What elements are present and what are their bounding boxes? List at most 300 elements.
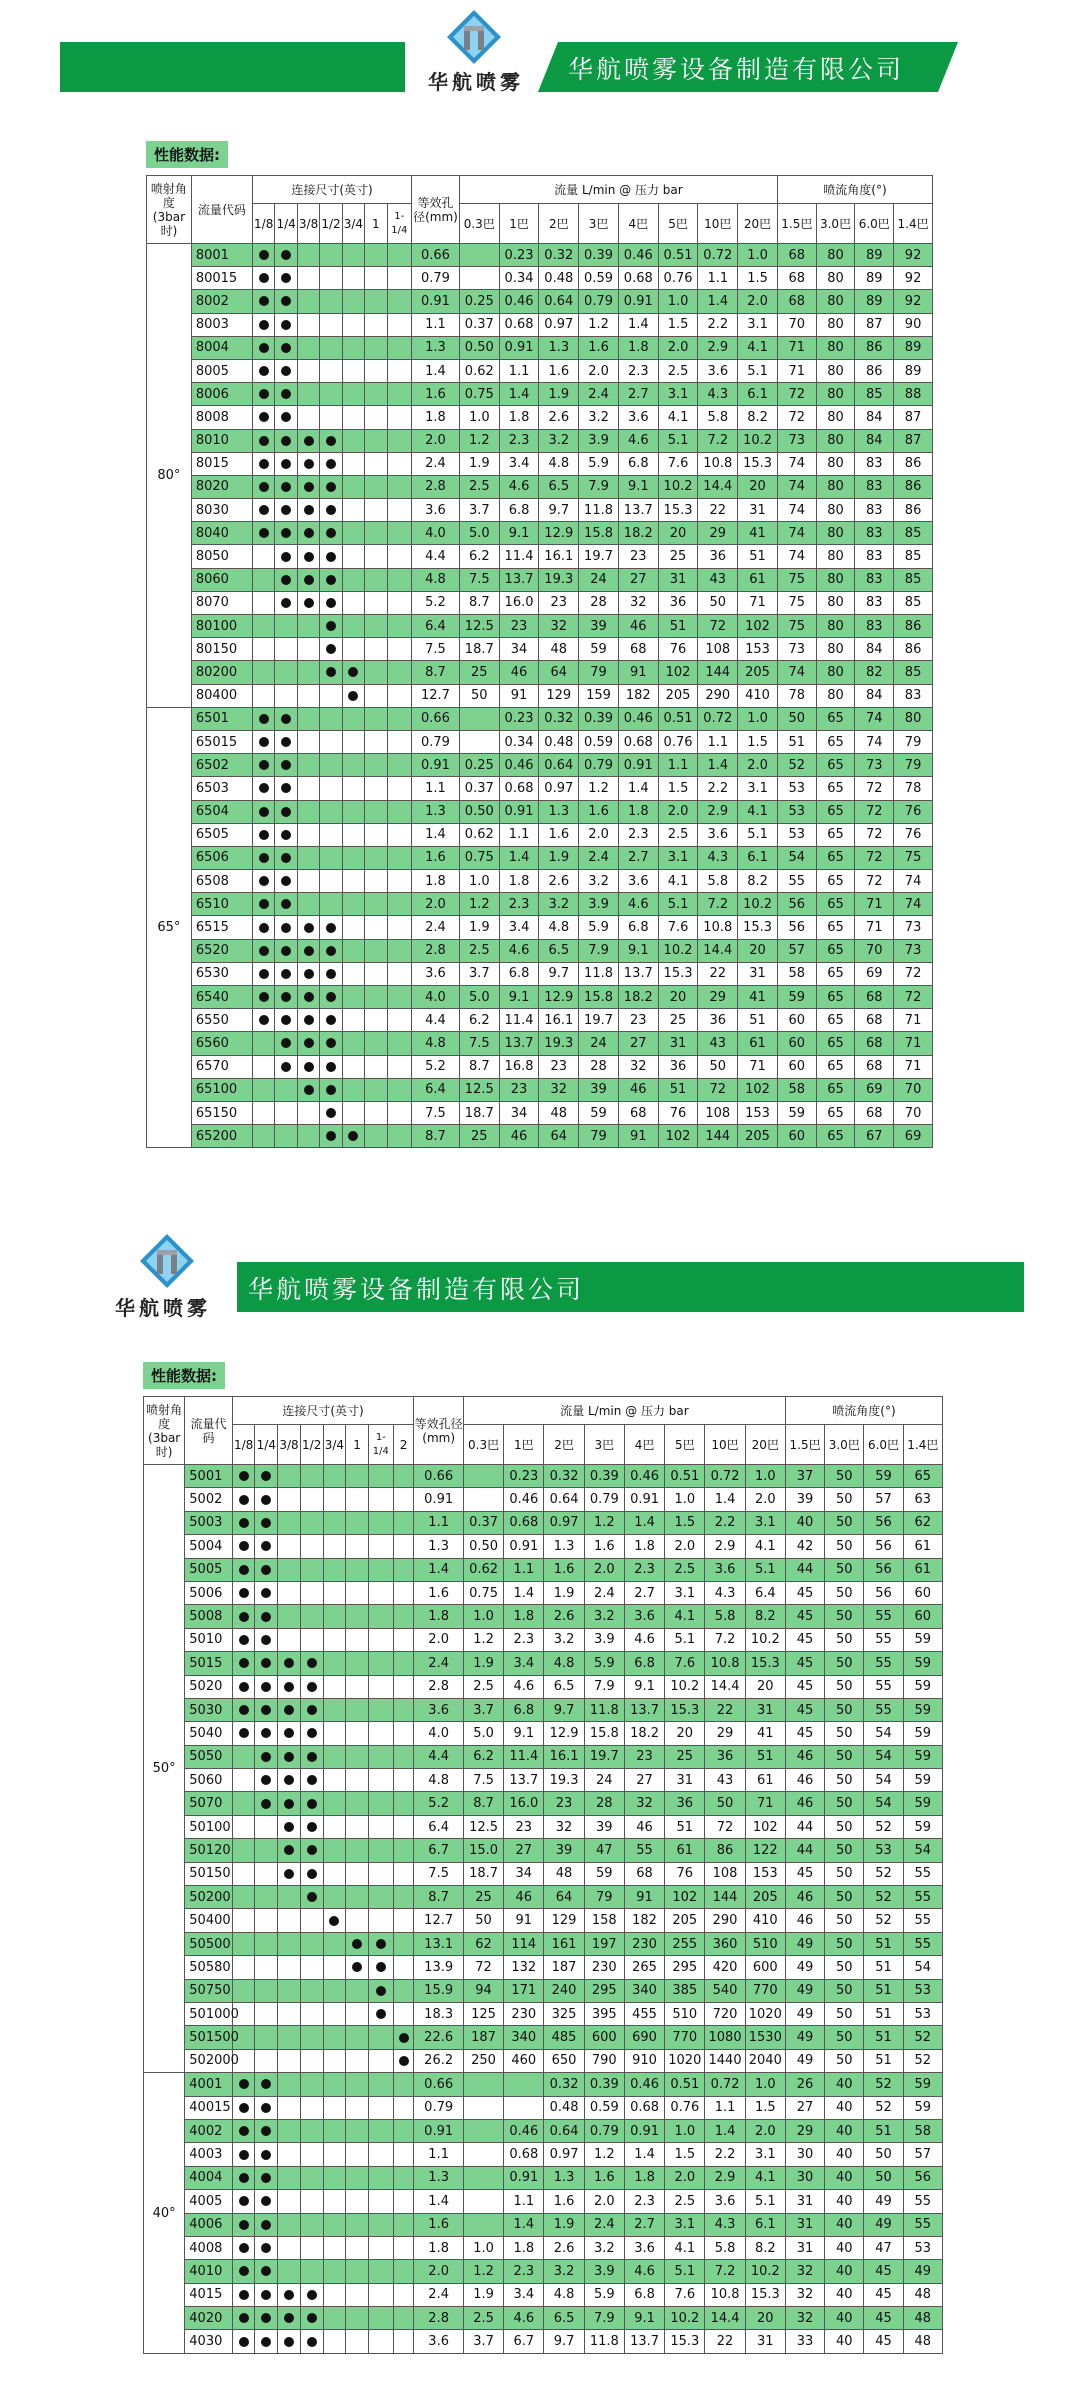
flow-cell: 4.6 — [624, 1628, 664, 1651]
flow-cell: 7.2 — [705, 2260, 745, 2283]
connection-cell — [255, 1815, 278, 1838]
available-dot-icon — [281, 1062, 291, 1072]
flow-cell: 3.6 — [698, 359, 738, 382]
flow-cell: 5.8 — [698, 406, 738, 429]
connection-cell — [387, 1101, 411, 1124]
flow-code-cell: 50100 — [185, 1815, 232, 1838]
spray-angle-cell: 83 — [855, 475, 894, 498]
flow-cell: 18.2 — [618, 986, 658, 1009]
flow-cell: 290 — [705, 1909, 745, 1932]
flow-cell: 25 — [665, 1745, 705, 1768]
spray-angle-cell: 92 — [894, 267, 933, 290]
spray-angle-cell: 54 — [864, 1745, 903, 1768]
flow-code-cell: 6502 — [191, 754, 252, 777]
connection-cell — [387, 1125, 411, 1148]
angle-group-label: 50° — [144, 1465, 185, 2073]
flow-cell: 5.1 — [665, 1628, 705, 1651]
flow-cell: 108 — [698, 638, 738, 661]
header-conn-size: 1-1/4 — [368, 1425, 393, 1465]
connection-cell — [255, 2026, 278, 2049]
flow-cell: 2.6 — [539, 406, 579, 429]
connection-cell — [300, 2260, 323, 2283]
flow-cell: 2.2 — [698, 777, 738, 800]
flow-cell: 205 — [665, 1909, 705, 1932]
available-dot-icon — [261, 2150, 271, 2160]
spray-angle-cell: 68 — [777, 290, 816, 313]
connection-cell — [320, 452, 342, 475]
flow-cell: 0.97 — [544, 2143, 584, 2166]
connection-cell — [346, 2190, 369, 2213]
table-row — [147, 568, 933, 591]
flow-cell: 7.5 — [463, 1769, 503, 1792]
connection-cell — [278, 1628, 301, 1651]
flow-cell: 0.51 — [658, 244, 698, 267]
flow-cell: 22 — [705, 2330, 745, 2353]
orifice-cell: 18.3 — [414, 2002, 464, 2025]
connection-cell — [323, 2073, 346, 2096]
flow-code-cell: 6570 — [191, 1055, 252, 1078]
spray-angle-cell: 60 — [903, 1581, 942, 1604]
connection-cell — [346, 1745, 369, 1768]
flow-cell: 2.4 — [584, 2213, 624, 2236]
flow-cell: 1.8 — [499, 406, 539, 429]
connection-cell — [278, 1652, 301, 1675]
connection-cell — [365, 754, 387, 777]
available-dot-icon — [259, 482, 269, 492]
flow-cell: 68 — [624, 1862, 664, 1885]
flow-cell: 3.2 — [584, 1605, 624, 1628]
connection-cell — [300, 2073, 323, 2096]
flow-cell: 2.3 — [618, 359, 658, 382]
flow-cell: 8.2 — [745, 2236, 785, 2259]
spray-angle-cell: 50 — [825, 1839, 864, 1862]
orifice-cell: 2.0 — [414, 1628, 464, 1651]
available-dot-icon — [326, 1038, 336, 1048]
flow-cell: 0.76 — [658, 267, 698, 290]
connection-cell — [342, 638, 364, 661]
flow-cell: 2.3 — [618, 823, 658, 846]
connection-cell — [253, 522, 275, 545]
flow-cell: 14.4 — [698, 939, 738, 962]
available-dot-icon — [261, 1565, 271, 1575]
available-dot-icon — [239, 2126, 249, 2136]
available-dot-icon — [284, 1658, 294, 1668]
spray-angle-cell: 70 — [894, 1078, 933, 1101]
connection-cell — [300, 1652, 323, 1675]
spray-angle-cell: 80 — [816, 267, 855, 290]
flow-cell: 4.1 — [665, 1605, 705, 1628]
flow-code-cell: 80015 — [191, 267, 252, 290]
available-dot-icon — [304, 505, 314, 515]
spray-angle-cell: 53 — [777, 777, 816, 800]
available-dot-icon — [239, 2290, 249, 2300]
connection-cell — [278, 1535, 301, 1558]
spray-angle-cell: 51 — [864, 2026, 903, 2049]
header-spray-angle: 喷射角度(3bar时) — [144, 1397, 185, 1465]
available-dot-icon — [304, 969, 314, 979]
spray-angle-cell: 29 — [785, 2119, 824, 2142]
flow-cell: 114 — [504, 1932, 544, 1955]
table-row — [144, 2283, 943, 2306]
spray-angle-cell: 46 — [785, 1769, 824, 1792]
available-dot-icon — [281, 946, 291, 956]
header-connection-size: 连接尺寸(英寸) — [253, 176, 412, 204]
flow-code-cell: 6515 — [191, 916, 252, 939]
spray-angle-cell: 59 — [903, 1652, 942, 1675]
flow-cell: 0.39 — [579, 707, 619, 730]
flow-cell: 8.7 — [459, 591, 499, 614]
connection-cell — [365, 916, 387, 939]
spray-angle-cell: 51 — [864, 2049, 903, 2072]
flow-code-cell: 8002 — [191, 290, 252, 313]
connection-cell — [365, 1078, 387, 1101]
flow-code-cell: 5003 — [185, 1511, 232, 1534]
flow-cell: 205 — [745, 1886, 785, 1909]
table-row — [147, 800, 933, 823]
table-row — [147, 638, 933, 661]
available-dot-icon — [326, 969, 336, 979]
flow-cell: 460 — [504, 2049, 544, 2072]
available-dot-icon — [281, 459, 291, 469]
connection-cell — [387, 684, 411, 707]
flow-cell: 11.4 — [499, 1009, 539, 1032]
flow-cell: 13.7 — [624, 2330, 664, 2353]
flow-cell: 0.75 — [459, 383, 499, 406]
flow-cell: 10.8 — [705, 1652, 745, 1675]
spray-angle-cell: 83 — [855, 615, 894, 638]
connection-cell — [323, 2260, 346, 2283]
spray-angle-cell: 80 — [816, 359, 855, 382]
flow-cell: 1.9 — [459, 916, 499, 939]
flow-cell: 3.1 — [738, 313, 778, 336]
flow-cell: 46 — [499, 1125, 539, 1148]
connection-cell — [297, 244, 319, 267]
available-dot-icon — [281, 250, 291, 260]
connection-cell — [393, 2002, 414, 2025]
header-pressure: 2巴 — [539, 204, 579, 244]
connection-cell — [387, 591, 411, 614]
flow-cell: 11.8 — [579, 499, 619, 522]
flow-cell: 690 — [624, 2026, 664, 2049]
flow-cell: 51 — [738, 545, 778, 568]
connection-cell — [365, 1125, 387, 1148]
connection-cell — [253, 615, 275, 638]
spray-angle-cell: 50 — [825, 1886, 864, 1909]
flow-cell: 41 — [738, 986, 778, 1009]
connection-cell — [275, 244, 297, 267]
flow-cell: 4.8 — [544, 2283, 584, 2306]
flow-cell: 0.39 — [579, 244, 619, 267]
available-dot-icon — [304, 1085, 314, 1095]
connection-cell — [320, 545, 342, 568]
spray-angle-cell: 80 — [816, 499, 855, 522]
flow-cell: 0.76 — [665, 2096, 705, 2119]
connection-cell — [393, 1652, 414, 1675]
spray-angle-cell: 89 — [855, 290, 894, 313]
flow-cell: 19.7 — [579, 545, 619, 568]
flow-cell: 3.1 — [745, 1511, 785, 1534]
spray-angle-cell: 85 — [855, 383, 894, 406]
available-dot-icon — [304, 992, 314, 1002]
orifice-cell: 0.79 — [414, 2096, 464, 2119]
spray-angle-cell: 76 — [894, 800, 933, 823]
flow-code-cell: 5004 — [185, 1535, 232, 1558]
flow-cell: 7.6 — [658, 916, 698, 939]
spray-angle-cell: 53 — [777, 800, 816, 823]
connection-cell — [387, 475, 411, 498]
flow-cell — [463, 2119, 503, 2142]
connection-cell — [393, 2073, 414, 2096]
spray-angle-cell: 59 — [903, 2073, 942, 2096]
connection-cell — [365, 1055, 387, 1078]
connection-cell — [320, 1101, 342, 1124]
flow-cell: 4.8 — [539, 916, 579, 939]
flow-cell: 153 — [738, 638, 778, 661]
spray-angle-cell: 40 — [825, 2143, 864, 2166]
flow-cell: 20 — [745, 1675, 785, 1698]
available-dot-icon — [307, 1869, 317, 1879]
flow-cell: 48 — [544, 1862, 584, 1885]
connection-cell — [297, 939, 319, 962]
flow-cell: 36 — [705, 1745, 745, 1768]
flow-cell: 395 — [584, 2002, 624, 2025]
spray-angle-cell: 59 — [903, 1792, 942, 1815]
available-dot-icon — [281, 714, 291, 724]
table-row — [144, 1675, 943, 1698]
flow-cell: 1.2 — [459, 429, 499, 452]
table-row — [147, 336, 933, 359]
connection-cell — [278, 2213, 301, 2236]
flow-cell: 15.3 — [745, 1652, 785, 1675]
available-dot-icon — [281, 343, 291, 353]
spray-angle-cell: 31 — [785, 2236, 824, 2259]
flow-cell: 230 — [624, 1932, 664, 1955]
flow-cell: 61 — [738, 568, 778, 591]
flow-cell: 0.72 — [698, 707, 738, 730]
flow-cell — [459, 267, 499, 290]
flow-cell: 650 — [544, 2049, 584, 2072]
connection-cell — [368, 1886, 393, 1909]
connection-cell — [368, 1979, 393, 2002]
flow-cell: 50 — [698, 1055, 738, 1078]
connection-cell — [387, 290, 411, 313]
connection-cell — [368, 2307, 393, 2330]
connection-cell — [275, 429, 297, 452]
flow-cell: 197 — [584, 1932, 624, 1955]
header-pressure: 1巴 — [499, 204, 539, 244]
flow-cell: 6.2 — [463, 1745, 503, 1768]
table-row — [147, 1032, 933, 1055]
table-row — [147, 475, 933, 498]
available-dot-icon — [261, 1728, 271, 1738]
available-dot-icon — [284, 2337, 294, 2347]
table-row — [147, 846, 933, 869]
flow-code-cell: 40015 — [185, 2096, 232, 2119]
flow-cell: 28 — [584, 1792, 624, 1815]
available-dot-icon — [284, 1845, 294, 1855]
flow-code-cell: 6504 — [191, 800, 252, 823]
connection-cell — [365, 684, 387, 707]
flow-code-cell: 6505 — [191, 823, 252, 846]
flow-cell: 2.0 — [665, 1535, 705, 1558]
connection-cell — [393, 2166, 414, 2189]
spray-angle-cell: 69 — [855, 1078, 894, 1101]
connection-cell — [297, 1101, 319, 1124]
connection-cell — [323, 1698, 346, 1721]
header-spray-angle-deg: 喷流角度(°) — [777, 176, 932, 204]
flow-cell: 0.62 — [459, 359, 499, 382]
available-dot-icon — [281, 598, 291, 608]
flow-cell: 4.3 — [698, 846, 738, 869]
flow-cell: 1.2 — [463, 2260, 503, 2283]
flow-cell: 59 — [584, 1862, 624, 1885]
table-row — [147, 986, 933, 1009]
flow-cell: 2.2 — [698, 313, 738, 336]
connection-cell — [387, 429, 411, 452]
flow-cell: 1.6 — [544, 1558, 584, 1581]
spray-angle-cell: 50 — [825, 1652, 864, 1675]
flow-cell: 9.1 — [499, 986, 539, 1009]
connection-cell — [346, 2049, 369, 2072]
flow-cell: 2.7 — [624, 1581, 664, 1604]
connection-cell — [255, 2096, 278, 2119]
flow-cell: 29 — [705, 1722, 745, 1745]
connection-cell — [297, 1078, 319, 1101]
flow-cell: 6.8 — [624, 2283, 664, 2306]
connection-cell — [387, 986, 411, 1009]
orifice-cell: 1.1 — [414, 2143, 464, 2166]
orifice-cell: 3.6 — [414, 2330, 464, 2353]
connection-cell — [300, 2166, 323, 2189]
connection-cell — [365, 1101, 387, 1124]
connection-cell — [387, 661, 411, 684]
connection-cell — [346, 2236, 369, 2259]
flow-cell: 0.32 — [539, 707, 579, 730]
available-dot-icon — [307, 1799, 317, 1809]
orifice-cell: 1.1 — [412, 777, 460, 800]
connection-cell — [323, 2026, 346, 2049]
connection-cell — [393, 1979, 414, 2002]
connection-cell — [300, 1698, 323, 1721]
flow-cell: 76 — [665, 1862, 705, 1885]
connection-cell — [278, 2330, 301, 2353]
connection-cell — [278, 1605, 301, 1628]
spray-angle-cell: 56 — [864, 1535, 903, 1558]
available-dot-icon — [284, 1775, 294, 1785]
connection-cell — [253, 684, 275, 707]
flow-code-cell: 5070 — [185, 1792, 232, 1815]
flow-cell: 7.5 — [459, 1032, 499, 1055]
connection-cell — [253, 591, 275, 614]
spray-angle-cell: 53 — [903, 1979, 942, 2002]
table-row — [144, 2119, 943, 2142]
flow-cell: 36 — [658, 1055, 698, 1078]
spray-angle-cell: 71 — [777, 359, 816, 382]
flow-cell: 0.75 — [463, 1581, 503, 1604]
available-dot-icon — [326, 1131, 336, 1141]
spray-angle-cell: 49 — [903, 2260, 942, 2283]
available-dot-icon — [326, 621, 336, 631]
connection-cell — [255, 1979, 278, 2002]
connection-cell — [297, 823, 319, 846]
connection-cell — [297, 754, 319, 777]
connection-cell — [342, 1125, 364, 1148]
connection-cell — [393, 2049, 414, 2072]
spray-angle-cell: 61 — [903, 1558, 942, 1581]
available-dot-icon — [259, 737, 269, 747]
connection-cell — [253, 962, 275, 985]
spray-angle-cell: 56 — [777, 916, 816, 939]
available-dot-icon — [261, 1705, 271, 1715]
connection-cell — [300, 1815, 323, 1838]
spray-angle-cell: 83 — [855, 591, 894, 614]
connection-cell — [253, 290, 275, 313]
flow-cell: 19.3 — [539, 1032, 579, 1055]
spray-angle-cell: 46 — [785, 1792, 824, 1815]
flow-cell: 1.2 — [463, 1628, 503, 1651]
connection-cell — [320, 1009, 342, 1032]
connection-cell — [368, 1465, 393, 1488]
connection-cell — [300, 2049, 323, 2072]
header-conn-size: 1/2 — [320, 204, 342, 244]
flow-cell: 50 — [698, 591, 738, 614]
flow-cell: 9.7 — [539, 499, 579, 522]
flow-cell: 0.59 — [579, 267, 619, 290]
spray-angle-cell: 90 — [894, 313, 933, 336]
orifice-cell: 4.0 — [412, 522, 460, 545]
flow-cell: 7.6 — [658, 452, 698, 475]
connection-cell — [365, 452, 387, 475]
connection-cell — [255, 1839, 278, 1862]
spray-angle-cell: 32 — [785, 2283, 824, 2306]
connection-cell — [323, 1956, 346, 1979]
spray-angle-cell: 68 — [777, 267, 816, 290]
flow-cell: 15.3 — [745, 2283, 785, 2306]
flow-code-cell: 6520 — [191, 939, 252, 962]
connection-cell — [300, 1511, 323, 1534]
connection-cell — [297, 406, 319, 429]
flow-cell: 0.51 — [658, 707, 698, 730]
flow-cell: 0.50 — [463, 1535, 503, 1558]
connection-cell — [368, 2283, 393, 2306]
flow-code-cell: 6510 — [191, 893, 252, 916]
flow-cell: 13.7 — [499, 568, 539, 591]
flow-cell: 3.7 — [459, 962, 499, 985]
flow-cell — [459, 707, 499, 730]
spray-angle-cell: 50 — [825, 1956, 864, 1979]
connection-cell — [297, 522, 319, 545]
connection-cell — [365, 475, 387, 498]
connection-cell — [346, 1815, 369, 1838]
connection-cell — [232, 1465, 255, 1488]
table-row — [147, 661, 933, 684]
spray-angle-cell: 50 — [825, 2002, 864, 2025]
connection-cell — [342, 545, 364, 568]
connection-cell — [297, 383, 319, 406]
connection-cell — [368, 1558, 393, 1581]
flow-cell: 2.0 — [579, 359, 619, 382]
connection-cell — [297, 638, 319, 661]
connection-cell — [342, 267, 364, 290]
table-row — [147, 707, 933, 730]
table-row — [144, 1792, 943, 1815]
flow-cell: 0.59 — [579, 730, 619, 753]
connection-cell — [232, 2166, 255, 2189]
flow-cell: 3.6 — [618, 870, 658, 893]
connection-cell — [278, 2283, 301, 2306]
header-connection-size: 连接尺寸(英寸) — [232, 1397, 414, 1425]
flow-cell: 1.0 — [665, 1488, 705, 1511]
